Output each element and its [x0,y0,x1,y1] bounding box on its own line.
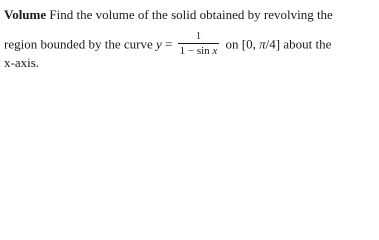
pi-symbol: π [259,36,266,52]
problem-line-2 [4,33,331,58]
problem-line-1 [4,7,333,22]
interval-suffix: /4] about the [265,36,332,52]
variable-y: y [155,36,162,52]
problem-heading: Volume [4,7,47,22]
problem-statement [4,0,376,75]
fraction-numerator: 1 [178,32,220,44]
fraction-denominator-prefix: 1 − sin [179,45,213,57]
interval-prefix: on [0, [225,36,260,52]
variable-x: x [212,45,218,57]
equals-sign: = [165,36,173,52]
problem-line-1-text: Find the volume of the solid obtained by revolving the [49,7,333,22]
fraction-expression [178,32,220,57]
fraction-denominator [178,44,220,57]
problem-line-3-text: x-axis. [4,55,40,70]
problem-line-3 [4,55,39,70]
problem-line-2-lead: region bounded by the curve [4,36,153,52]
